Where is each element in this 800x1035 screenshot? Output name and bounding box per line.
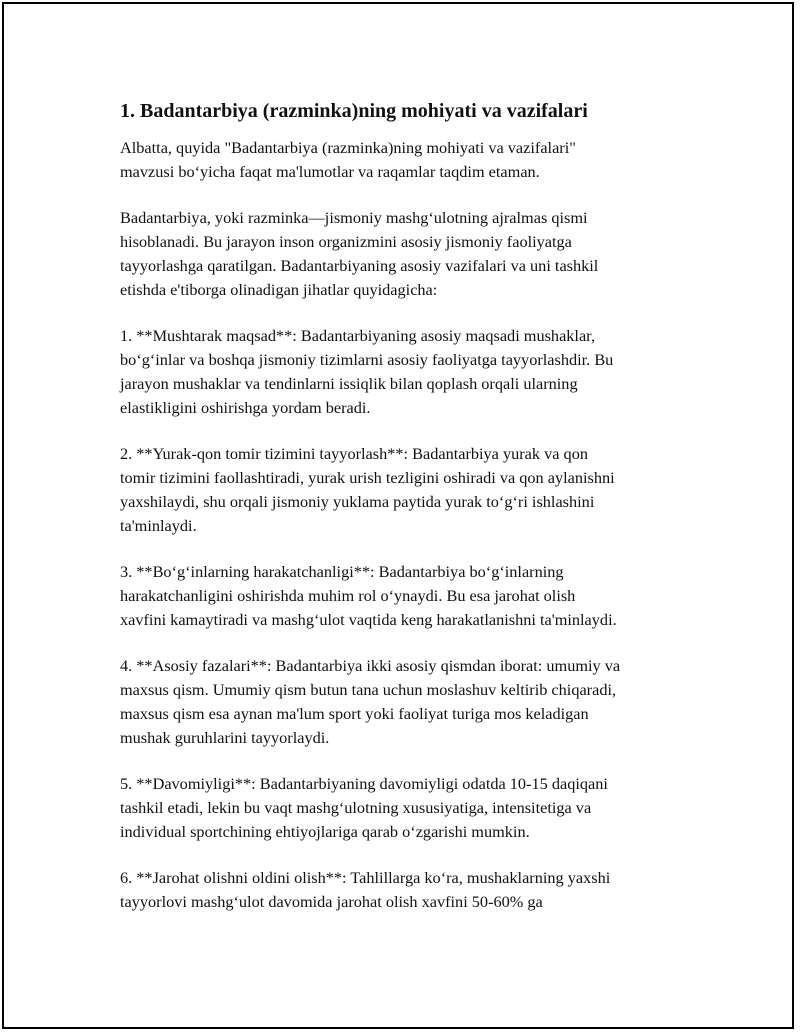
paragraph-line: etishda e'tiborga olinadigan jihatlar quyidagicha: (120, 280, 438, 299)
paragraph-intro (120, 136, 695, 184)
paragraph-line: 5. **Davomiyligi**: Badantarbiyaning davomiyligi odatda 10-15 daqiqani (120, 774, 608, 793)
paragraph-line: 6. **Jarohat olishni oldini olish**: Tahlillarga ko‘ra, mushaklarning yaxshi (120, 868, 611, 887)
paragraph-line: jarayon mushaklar va tendinlarni issiqlik bilan qoplash orqali ularning (120, 374, 578, 393)
paragraph-definition (120, 206, 695, 302)
paragraph-line: 4. **Asosiy fazalari**: Badantarbiya ikki asosiy qismdan iborat: umumiy va (120, 656, 621, 675)
paragraph-line: mushak guruhlarini tayyorlaydi. (120, 728, 330, 747)
paragraph-item-5 (120, 772, 695, 844)
paragraph-line: ta'minlaydi. (120, 516, 197, 535)
paragraph-line: tomir tizimini faollashtiradi, yurak urish tezligini oshiradi va qon aylanishni (120, 468, 615, 487)
paragraph-line: 1. **Mushtarak maqsad**: Badantarbiyaning asosiy maqsadi mushaklar, (120, 326, 596, 345)
paragraph-item-2 (120, 442, 695, 538)
paragraph-line: mavzusi bo‘yicha faqat ma'lumotlar va raqamlar taqdim etaman. (120, 162, 540, 181)
document-content (120, 96, 695, 936)
paragraph-line: tayyorlashga qaratilgan. Badantarbiyaning asosiy vazifalari va uni tashkil (120, 256, 599, 275)
paragraph-line: xavfini kamaytiradi va mashg‘ulot vaqtida keng harakatlanishni ta'minlaydi. (120, 610, 617, 629)
document-page (2, 2, 794, 1029)
paragraph-line: tashkil etadi, lekin bu vaqt mashg‘ulotning xususiyatiga, intensitetiga va (120, 798, 592, 817)
paragraph-item-3 (120, 560, 695, 632)
paragraph-line: maxsus qism. Umumiy qism butun tana uchun moslashuv keltirib chiqaradi, (120, 680, 617, 699)
paragraph-line: elastikligini oshirishga yordam beradi. (120, 398, 371, 417)
paragraph-item-4 (120, 654, 695, 750)
paragraph-line: harakatchanligini oshirishda muhim rol o‘ynaydi. Bu esa jarohat olish (120, 586, 576, 605)
paragraph-line: 2. **Yurak-qon tomir tizimini tayyorlash**: Badantarbiya yurak va qon (120, 444, 588, 463)
paragraph-line: Badantarbiya, yoki razminka—jismoniy mashg‘ulotning ajralmas qismi (120, 208, 588, 227)
paragraph-item-6 (120, 866, 695, 914)
document-title: 1. Badantarbiya (razminka)ning mohiyati va vazifalari (120, 100, 588, 122)
paragraph-line: 3. **Bo‘g‘inlarning harakatchanligi**: Badantarbiya bo‘g‘inlarning (120, 562, 564, 581)
paragraph-line: tayyorlovi mashg‘ulot davomida jarohat olish xavfini 50-60% ga (120, 892, 543, 911)
paragraph-line: individual sportchining ehtiyojlariga qarab o‘zgarishi mumkin. (120, 822, 530, 841)
paragraph-line: Albatta, quyida "Badantarbiya (razminka)ning mohiyati va vazifalari" (120, 138, 576, 157)
paragraph-line: bo‘g‘inlar va boshqa jismoniy tizimlarni asosiy faoliyatga tayyorlashdir. Bu (120, 350, 614, 369)
paragraph-line: maxsus qism esa aynan ma'lum sport yoki faoliyat turiga mos keladigan (120, 704, 589, 723)
paragraph-item-1 (120, 324, 695, 420)
paragraph-line: yaxshilaydi, shu orqali jismoniy yuklama paytida yurak to‘g‘ri ishlashini (120, 492, 595, 511)
paragraph-line: hisoblanadi. Bu jarayon inson organizmini asosiy jismoniy faoliyatga (120, 232, 572, 251)
